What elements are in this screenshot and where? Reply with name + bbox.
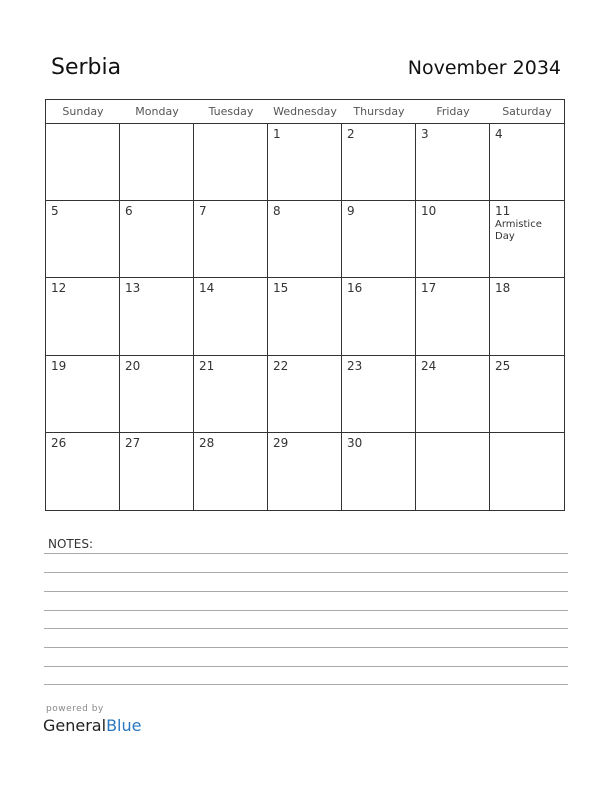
day-cell xyxy=(194,124,268,201)
day-number: 13 xyxy=(125,281,141,296)
day-cell xyxy=(268,124,342,201)
day-number: 30 xyxy=(347,435,363,450)
notes-line xyxy=(44,553,568,554)
day-number: 28 xyxy=(199,435,215,450)
notes-line xyxy=(44,647,568,648)
day-number: 24 xyxy=(421,358,437,373)
day-cell xyxy=(490,124,564,201)
day-number: 4 xyxy=(495,127,503,141)
day-cell xyxy=(194,433,268,510)
day-number: 8 xyxy=(273,204,281,219)
calendar-grid xyxy=(45,99,565,511)
day-number: 11 xyxy=(495,204,511,219)
day-number: 21 xyxy=(199,358,215,373)
day-number: 5 xyxy=(51,204,59,219)
day-cell xyxy=(342,124,416,201)
day-number: 10 xyxy=(421,204,437,219)
holiday-label: Armistice Day xyxy=(495,219,542,243)
notes-line xyxy=(44,684,568,685)
weekday-header-row xyxy=(46,100,564,124)
brand-general: General xyxy=(43,716,107,735)
day-number: 26 xyxy=(51,435,67,450)
day-number: 29 xyxy=(273,435,289,450)
day-cell xyxy=(342,433,416,510)
weekday-label: Tuesday xyxy=(208,105,254,118)
notes-label: NOTES: xyxy=(48,537,93,551)
powered-by-text: powered by xyxy=(46,704,104,714)
weekday-label: Saturday xyxy=(502,105,552,118)
day-number: 1 xyxy=(273,127,281,141)
notes-line xyxy=(44,572,568,573)
day-cell xyxy=(46,433,120,510)
notes-line xyxy=(44,610,568,611)
day-number: 20 xyxy=(125,358,141,373)
day-number: 25 xyxy=(495,358,511,373)
day-cell xyxy=(268,201,342,278)
brand-blue: Blue xyxy=(106,716,142,735)
day-cell xyxy=(46,124,120,201)
day-cell xyxy=(268,433,342,510)
day-number: 27 xyxy=(125,435,141,450)
notes-line xyxy=(44,591,568,592)
day-cell xyxy=(194,278,268,355)
day-cell xyxy=(416,278,490,355)
day-cell xyxy=(120,278,194,355)
weekday-label: Thursday xyxy=(353,105,405,118)
day-cell xyxy=(120,433,194,510)
notes-line xyxy=(44,628,568,629)
day-cell xyxy=(194,201,268,278)
day-number: 14 xyxy=(199,281,215,296)
day-cell xyxy=(120,201,194,278)
day-number: 6 xyxy=(125,204,133,219)
notes-line xyxy=(44,666,568,667)
day-cell xyxy=(416,356,490,433)
day-number: 17 xyxy=(421,281,437,296)
day-number: 16 xyxy=(347,281,363,296)
day-cells xyxy=(46,124,564,510)
day-cell xyxy=(416,433,490,510)
day-number: 18 xyxy=(495,281,511,296)
day-cell xyxy=(416,124,490,201)
day-cell xyxy=(490,278,564,355)
day-cell xyxy=(46,201,120,278)
day-cell xyxy=(490,356,564,433)
day-cell xyxy=(342,201,416,278)
day-number: 15 xyxy=(273,281,289,296)
day-cell xyxy=(416,201,490,278)
day-cell xyxy=(268,278,342,355)
day-cell xyxy=(342,356,416,433)
day-number: 19 xyxy=(51,358,67,373)
day-number: 2 xyxy=(347,127,355,141)
day-number: 7 xyxy=(199,204,207,219)
weekday-label: Sunday xyxy=(62,105,104,118)
day-number: 23 xyxy=(347,358,363,373)
day-cell xyxy=(490,433,564,510)
month-title: November 2034 xyxy=(407,57,561,79)
day-cell xyxy=(46,356,120,433)
day-cell xyxy=(120,356,194,433)
day-cell xyxy=(194,356,268,433)
weekday-label: Wednesday xyxy=(273,105,337,118)
day-number: 12 xyxy=(51,281,67,296)
weekday-label: Monday xyxy=(135,105,179,118)
country-title: Serbia xyxy=(51,55,122,80)
day-cell xyxy=(342,278,416,355)
day-cell xyxy=(268,356,342,433)
day-cell xyxy=(490,201,564,278)
day-cell xyxy=(120,124,194,201)
weekday-label: Friday xyxy=(436,105,470,118)
brand-logo xyxy=(43,716,141,735)
day-number: 9 xyxy=(347,204,355,219)
day-cell xyxy=(46,278,120,355)
day-number: 22 xyxy=(273,358,289,373)
day-number: 3 xyxy=(421,127,429,141)
